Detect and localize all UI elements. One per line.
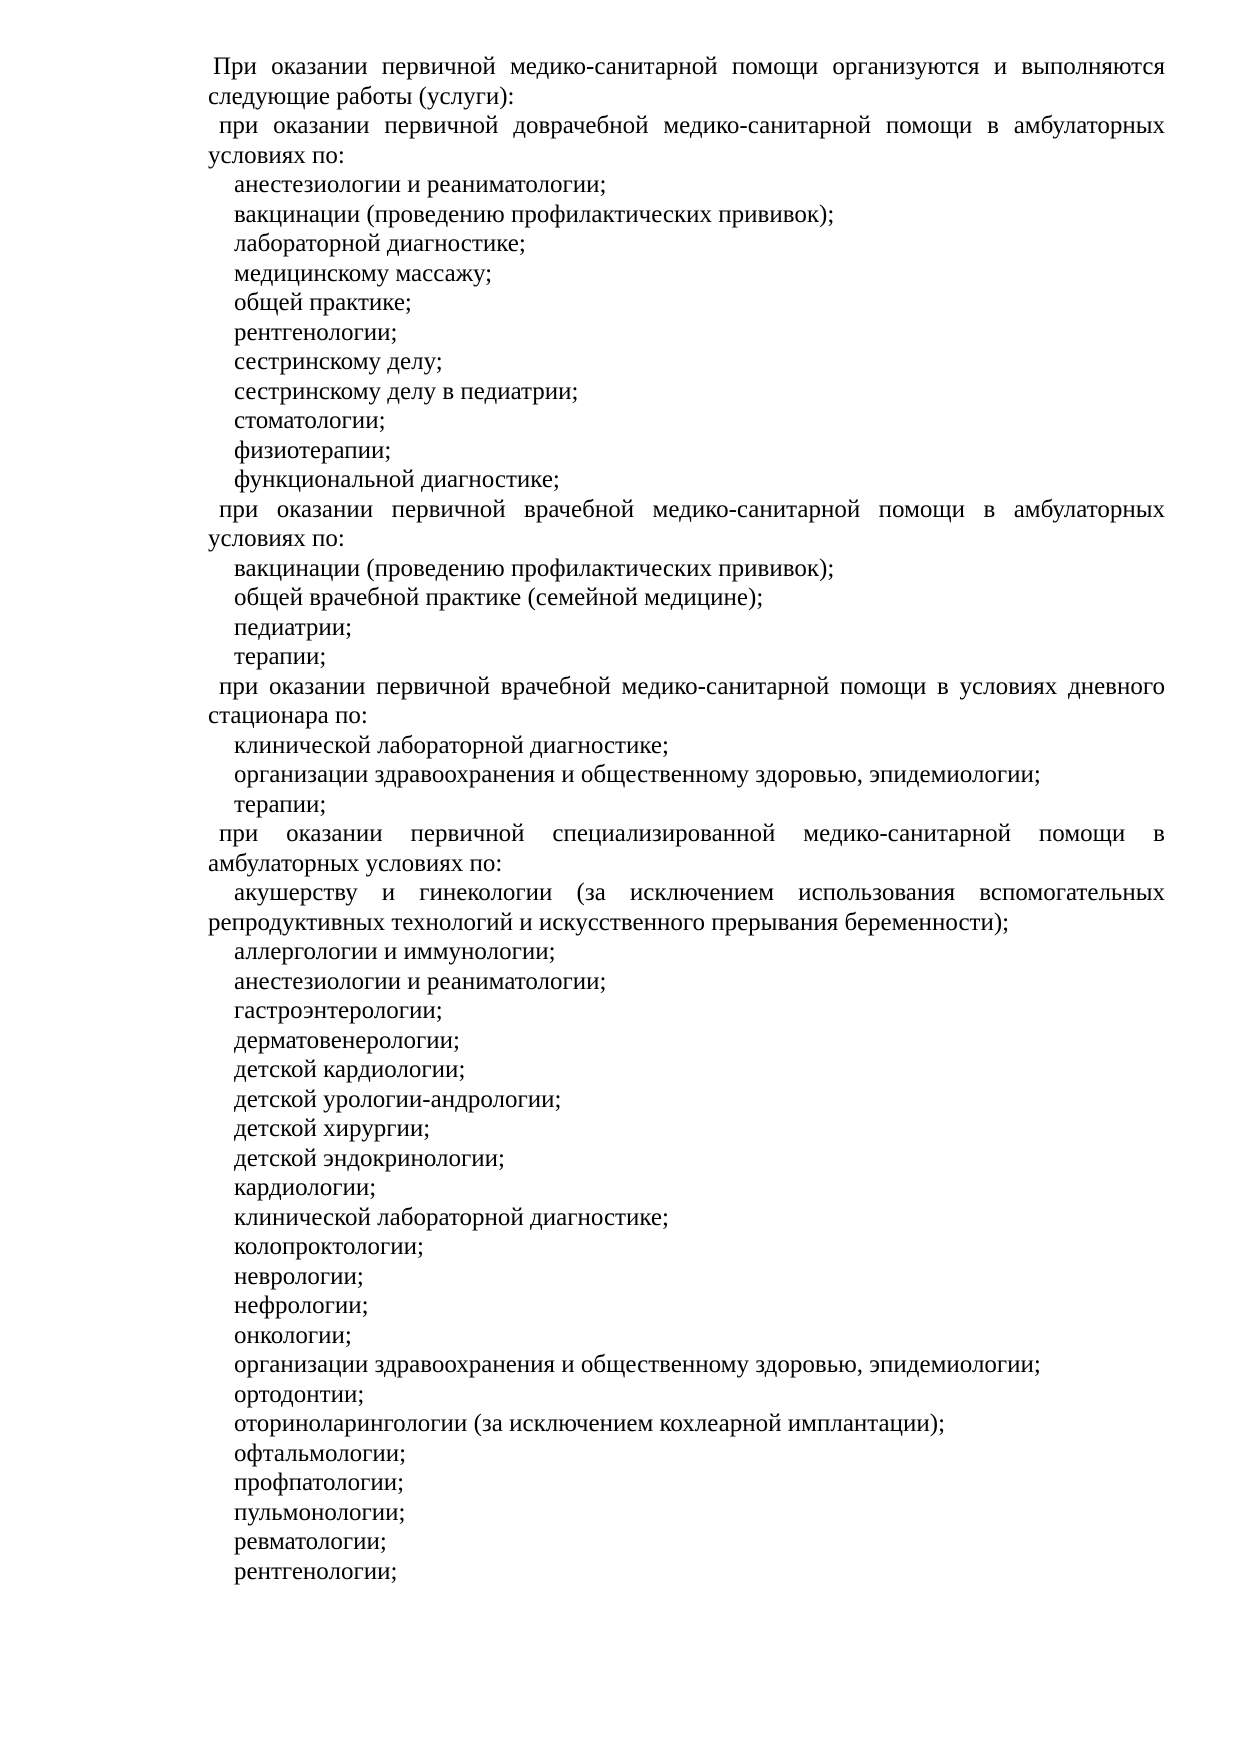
document-text: [208, 52, 1165, 1586]
service-list-item: аллергологии и иммунологии;: [234, 938, 556, 965]
intro-paragraph: При оказании первичной медико-санитарной помощи организуются и выполняются следующие работы (услуги):: [208, 53, 1165, 110]
service-list-item: колопроктологии;: [234, 1233, 424, 1260]
service-list-item: медицинскому массажу;: [234, 259, 493, 287]
service-list-item: общей врачебной практике (семейной медицине);: [234, 584, 764, 611]
service-list-item: офтальмологии;: [234, 1439, 407, 1467]
service-list-item: ревматологии;: [234, 1528, 387, 1555]
service-list-item: детской хирургии;: [234, 1115, 431, 1142]
service-list-item: ортодонтии;: [234, 1380, 365, 1408]
service-list-item: организации здравоохранения и общественному здоровью, эпидемиологии;: [234, 1351, 1041, 1378]
service-list-item: клинической лабораторной диагностике;: [234, 1203, 669, 1231]
service-list-item: организации здравоохранения и общественному здоровью, эпидемиологии;: [234, 761, 1041, 788]
service-list-item: дерматовенерологии;: [234, 1026, 460, 1054]
service-list-item: гастроэнтерологии;: [234, 997, 443, 1024]
service-list-item: детской урологии-андрологии;: [234, 1085, 562, 1113]
section-paragraph: при оказании первичной врачебной медико-санитарной помощи в амбулаторных условиях по:: [208, 495, 1165, 552]
service-list-item: педиатрии;: [234, 613, 353, 641]
service-list-item: вакцинации (проведению профилактических прививок);: [234, 200, 835, 228]
section-paragraph: при оказании первичной специализированной медико-санитарной помощи в амбулаторных условиях по:: [208, 820, 1165, 877]
service-list-item: детской кардиологии;: [234, 1056, 466, 1083]
service-list-item: стоматологии;: [234, 407, 386, 434]
service-list-item: лабораторной диагностике;: [234, 230, 526, 257]
service-list-item: функциональной диагностике;: [234, 466, 560, 493]
service-list-item: анестезиологии и реаниматологии;: [234, 967, 607, 995]
service-list-item: детской эндокринологии;: [234, 1144, 505, 1172]
section-paragraph: при оказании первичной доврачебной медико-санитарной помощи в амбулаторных условиях по:: [208, 112, 1165, 169]
service-list-item: сестринскому делу;: [234, 348, 443, 375]
service-list-item: терапии;: [234, 790, 327, 818]
service-list-item: оториноларингологии (за исключением кохлеарной имплантации);: [234, 1410, 946, 1437]
service-list-item: неврологии;: [234, 1262, 364, 1290]
service-list-item: нефрологии;: [234, 1292, 369, 1319]
service-list-item: акушерству и гинекологии (за исключением использования вспомогательных репродуктивных технологий и искусственного прерывания беременности);: [208, 879, 1165, 936]
service-list-item: сестринскому делу в педиатрии;: [234, 377, 579, 405]
section-paragraph: при оказании первичной врачебной медико-санитарной помощи в условиях дневного стационара по:: [208, 672, 1165, 729]
service-list-item: вакцинации (проведению профилактических прививок);: [234, 554, 835, 582]
service-list-item: профпатологии;: [234, 1469, 405, 1496]
service-list-item: анестезиологии и реаниматологии;: [234, 171, 607, 198]
service-list-item: пульмонологии;: [234, 1498, 406, 1526]
service-list-item: кардиологии;: [234, 1174, 377, 1201]
service-list-item: онкологии;: [234, 1321, 352, 1349]
service-list-item: рентгенологии;: [234, 318, 398, 346]
service-list-item: клинической лабораторной диагностике;: [234, 731, 669, 759]
service-list-item: общей практике;: [234, 289, 412, 316]
service-list-item: рентгенологии;: [234, 1557, 398, 1585]
service-list-item: терапии;: [234, 643, 327, 670]
service-list-item: физиотерапии;: [234, 436, 392, 464]
